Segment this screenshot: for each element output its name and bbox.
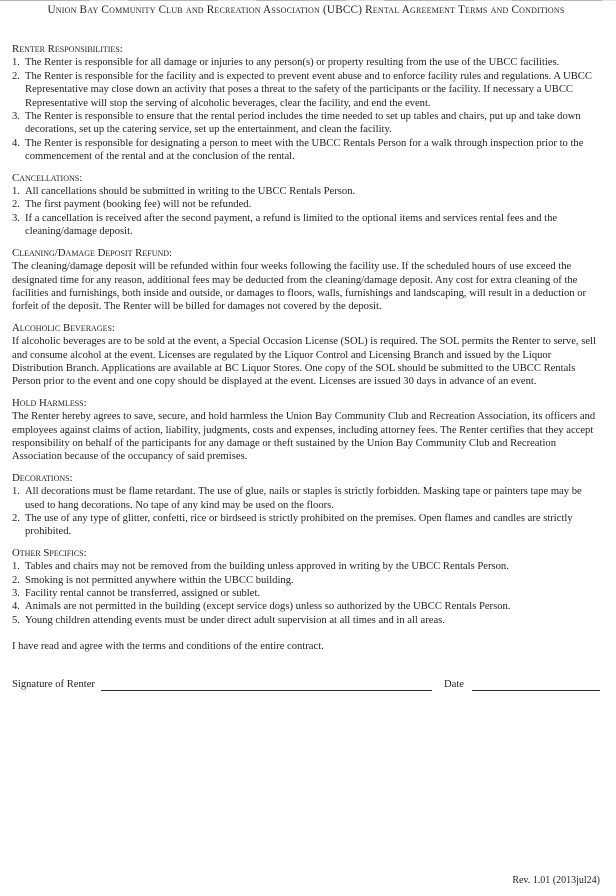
signature-of-renter-label: Signature of Renter — [12, 678, 95, 690]
closing-statement: I have read and agree with the terms and conditions of the entire contract. — [12, 641, 324, 653]
scan-edge-artifact — [0, 0, 616, 1]
document-title: Union Bay Community Club and Recreation Association (UBCC) Rental Agreement Terms and Conditions — [47, 4, 565, 16]
section-heading: Decorations: — [12, 471, 73, 484]
numbered-list — [12, 485, 600, 539]
section-paragraph: If alcoholic beverages are to be sold at the event, a Special Occasion License (SOL) is required. The SOL permits the Renter to serve, sell and consume alcohol at the event. Licenses are regulated by the Liquor Control and Licensing Branch and issued by the Liquor Distribution Branch. Applications are available at BC Liquor Stores. One copy of the SOL should be submitted to the UBCC Rentals Person prior to the event and one copy should be displayed at the event. Licenses are issued 30 days in advance of an event. — [12, 336, 596, 388]
list-item: Facility rental cannot be transferred, assigned or sublet. — [25, 588, 261, 600]
list-item: The Renter is responsible for designating a person to meet with the UBCC Rentals Person for a walk through inspection prior to the commencement of the rental and at the conclusion of the rental. — [25, 137, 584, 163]
section-heading: Cancellations: — [12, 171, 83, 184]
section-renter-responsibilities — [12, 43, 600, 164]
section-heading: Alcoholic Beverages: — [12, 321, 115, 334]
date-label: Date — [444, 678, 464, 690]
list-item: Animals are not permitted in the building (except service dogs) unless so authorized by the UBCC Rentals Person. — [25, 601, 511, 613]
list-item: The Renter is responsible for the facility and is expected to prevent event abuse and to enforce facility rules and regulations. A UBCC Representative may close down an activity that poses a threat to the safety of the participants or the facility. If necessary a UBCC Representative will stop the serving of alcoholic beverages, clear the facility, and end the event. — [25, 70, 592, 109]
list-item: If a cancellation is received after the second payment, a refund is limited to the optional items and services rental fees and the cleaning/damage deposit. — [25, 212, 558, 238]
list-item: All decorations must be flame retardant. The use of glue, nails or staples is strictly forbidden. Masking tape or painters tape may be used to hang decorations. No tape of any kind may be used on the floors. — [25, 486, 582, 511]
list-item: The use of any type of glitter, confetti, rice or birdseed is strictly prohibited on the premises. Open flames and candles are strictly prohibited. — [25, 513, 573, 538]
section-paragraph: The cleaning/damage deposit will be refunded within four weeks following the facility use. If the scheduled hours of use exceed the designated time for any reason, additional fees may be deducted from the cleaning/damage deposit. Any cost for extra cleaning of the facilities and furnishings, both inside and outside, or damages to floors, walls, furnishings and landscaping, will result in a deduction or forfeit of the deposit. The Renter will be billed for damages not covered by the deposit. — [12, 261, 587, 313]
section-paragraph: The Renter hereby agrees to save, secure, and hold harmless the Union Bay Community Club and Recreation Association, its officers and employees against claims of action, liability, judgments, costs and expenses, including attorney fees. The Renter certifies that they accept responsibility on behalf of the participants for any damage or theft sustained by the Union Bay Community Club and Recreation Association because of the occupancy of said premises. — [12, 411, 596, 463]
list-item: The first payment (booking fee) will not be refunded. — [25, 199, 252, 211]
section-heading: Renter Responsibilities: — [12, 43, 123, 55]
numbered-list — [12, 185, 600, 239]
section-hold-harmless — [12, 397, 600, 464]
list-item: The Renter is responsible for all damage or injuries to any person(s) or property resulting from the use of the UBCC facilities. — [25, 57, 560, 69]
list-item: Smoking is not permitted anywhere within the UBCC building. — [25, 574, 294, 586]
list-item: The Renter is responsible to ensure that the rental period includes the time needed to set up tables and chairs, put up and take down decorations, set up the catering service, set up the entertainment, and clean the facility. — [25, 111, 581, 136]
date-blank-line — [472, 678, 600, 691]
signature-blank-line — [101, 678, 432, 691]
revision-note: Rev. 1.01 (2013jul24) — [512, 875, 600, 886]
section-heading: Hold Harmless: — [12, 396, 87, 409]
section-cleaning-damage-deposit-refund — [12, 247, 600, 314]
section-heading: Other Specifics: — [12, 546, 87, 559]
section-cancellations — [12, 172, 600, 239]
section-heading: Cleaning/Damage Deposit Refund: — [12, 246, 173, 259]
list-item: All cancellations should be submitted in writing to the UBCC Rentals Person. — [25, 186, 356, 198]
list-item: Young children attending events must be under direct adult supervision at all times and in all areas. — [25, 614, 445, 626]
list-item: Tables and chairs may not be removed from the building unless approved in writing by the UBCC Rentals Person. — [25, 561, 509, 573]
document-body — [12, 43, 600, 627]
section-other-specifics — [12, 547, 600, 627]
section-alcoholic-beverages — [12, 322, 600, 389]
numbered-list — [12, 560, 600, 627]
numbered-list — [12, 56, 600, 163]
section-decorations — [12, 472, 600, 539]
signature-row — [12, 678, 600, 691]
